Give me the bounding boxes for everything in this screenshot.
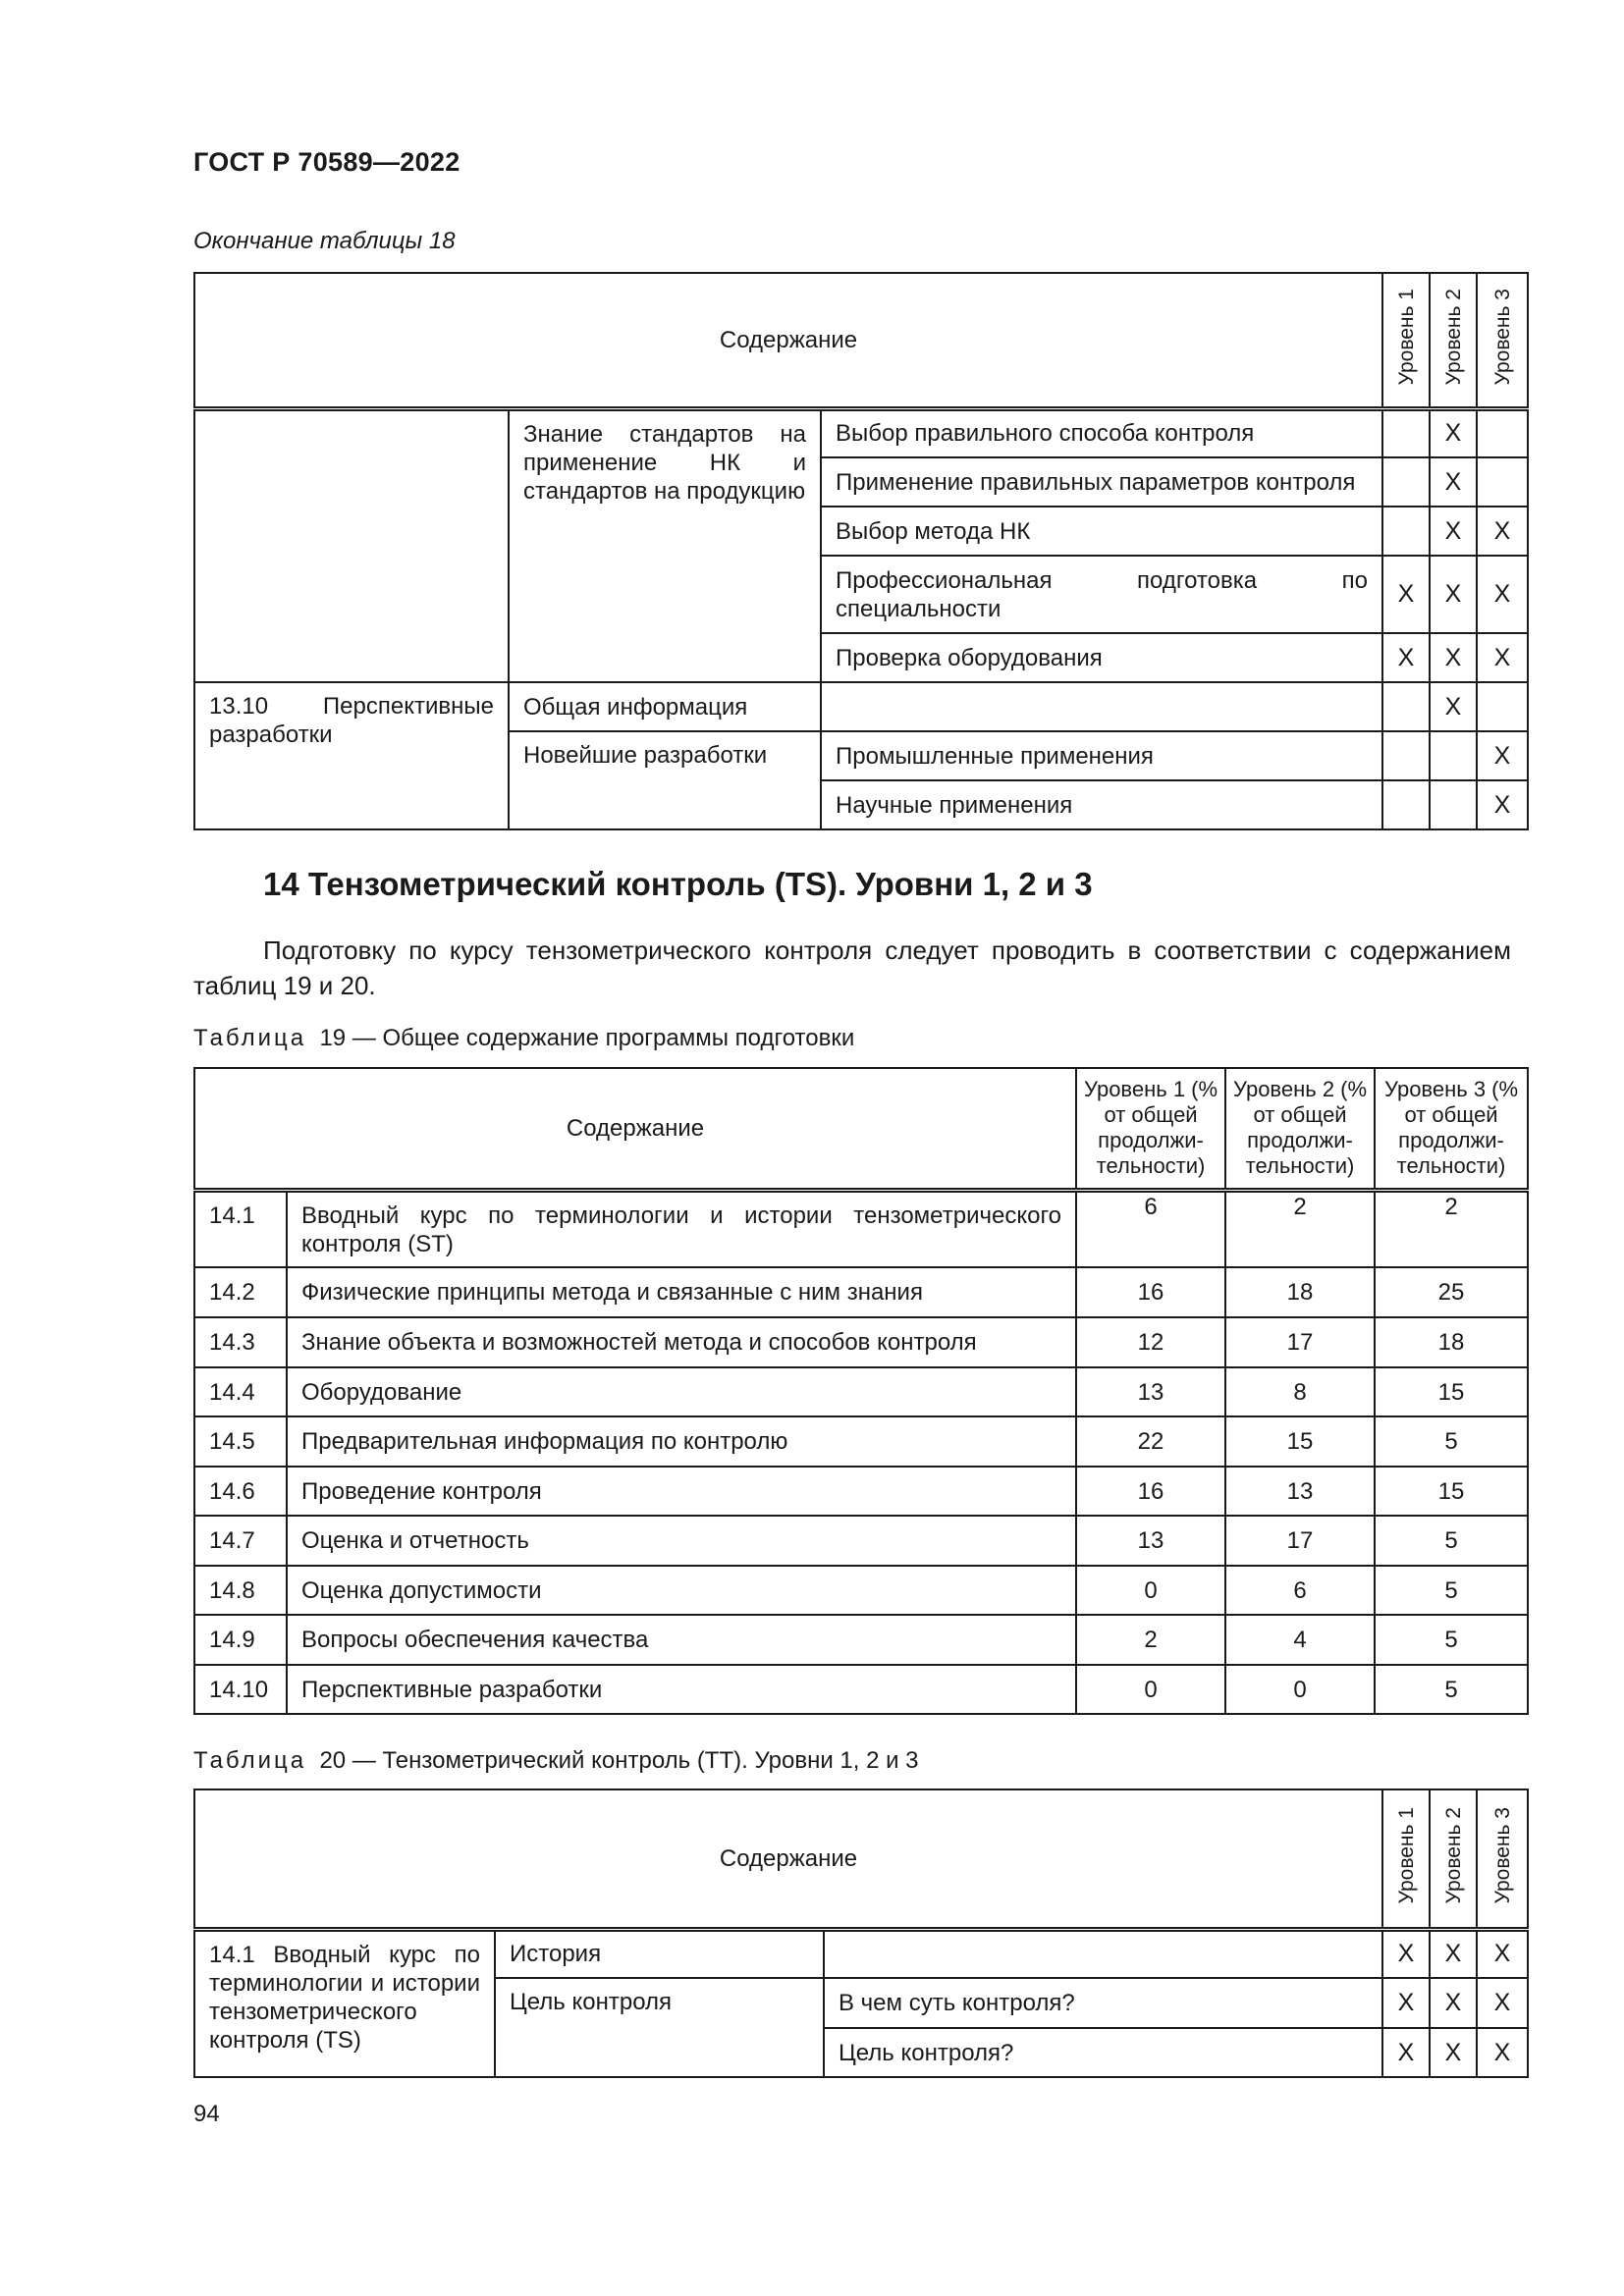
table20-subtopic-history: История [495,1929,824,1978]
table18-end [193,272,1529,830]
mark-cell: X [1477,731,1528,780]
mark-cell [1477,682,1528,731]
level2-value: 13 [1225,1467,1375,1516]
level3-value: 5 [1375,1566,1528,1615]
table18-continuation-caption: Окончание таблицы 18 [193,228,456,254]
mark-cell [1382,507,1430,556]
mark-cell: X [1477,2028,1528,2077]
mark-cell: X [1477,633,1528,682]
level1-value: 2 [1076,1615,1225,1665]
table18-item [821,682,1382,731]
mark-cell: X [1382,2028,1430,2077]
level1-value: 16 [1076,1467,1225,1516]
table18-topic-empty [194,408,509,682]
table19 [193,1067,1529,1715]
level3-value: 15 [1375,1367,1528,1416]
section-14-paragraph: Подготовку по курсу тензометрического контроля следует проводить в соответствии с содержанием таблиц 19 и 20. [193,935,1511,1000]
table18-item: Применение правильных параметров контроля [821,457,1382,507]
table20-topic-14-1: 14.1 Вводный курс по терминологии и истории тензометрического контроля (TS) [194,1929,495,2077]
mark-cell: X [1382,1929,1430,1978]
mark-cell [1382,457,1430,507]
mark-cell [1430,731,1477,780]
level2-value: 18 [1225,1267,1375,1317]
document-code: ГОСТ Р 70589—2022 [193,147,460,177]
table18-subtopic-standards: Знание стандартов на применение НК и стандартов на продукцию [509,408,821,682]
level1-value: 13 [1076,1516,1225,1566]
row-number: 14.6 [194,1467,287,1516]
level1-value: 22 [1076,1416,1225,1467]
row-number: 14.7 [194,1516,287,1566]
level1-value: 0 [1076,1566,1225,1615]
table18-header-content: Содержание [194,273,1382,408]
table19-header-level1: Уровень 1 (% от общей продолжительности) [1076,1068,1225,1190]
table-row [194,1317,1528,1367]
level1-value: 13 [1076,1367,1225,1416]
row-text: Знание объекта и возможностей метода и способов контроля [287,1317,1076,1367]
level2-value: 17 [1225,1516,1375,1566]
mark-cell: X [1430,633,1477,682]
table18-item: Выбор правильного способа контроля [821,408,1382,457]
mark-cell: X [1430,457,1477,507]
row-number: 14.5 [194,1416,287,1467]
row-text: Оборудование [287,1367,1076,1416]
table20-header-level1: Уровень 1 [1382,1789,1430,1929]
mark-cell: X [1430,1978,1477,2028]
row-text: Проведение контроля [287,1467,1076,1516]
mark-cell: X [1477,556,1528,633]
row-text: Предварительная информация по контролю [287,1416,1076,1467]
table18-item: Выбор метода НК [821,507,1382,556]
level2-value: 8 [1225,1367,1375,1416]
table20-item [824,1929,1382,1978]
table18-item: Научные применения [821,780,1382,829]
mark-cell: X [1430,682,1477,731]
level1-value: 16 [1076,1267,1225,1317]
table18-item: Проверка оборудования [821,633,1382,682]
mark-cell [1382,731,1430,780]
table20-header-level2: Уровень 2 [1430,1789,1477,1929]
table18-subtopic-newest: Новейшие разработки [509,731,821,829]
row-number: 14.3 [194,1317,287,1367]
mark-cell: X [1477,1929,1528,1978]
level2-value: 6 [1225,1566,1375,1615]
level3-value: 2 [1375,1190,1528,1267]
table-row [194,408,1528,457]
mark-cell [1382,682,1430,731]
table-row [194,1615,1528,1665]
table20-header-content: Содержание [194,1789,1382,1929]
mark-cell: X [1477,1978,1528,2028]
level2-value: 17 [1225,1317,1375,1367]
table18-item: Промышленные применения [821,731,1382,780]
mark-cell: X [1477,507,1528,556]
mark-cell: X [1430,2028,1477,2077]
row-number: 14.8 [194,1566,287,1615]
level2-value: 15 [1225,1416,1375,1467]
mark-cell [1430,780,1477,829]
table19-caption: Таблица 19 — Общее содержание программы подготовки [193,1025,855,1051]
mark-cell [1382,780,1430,829]
table20-header-level3: Уровень 3 [1477,1789,1528,1929]
table-row [194,1929,1528,1978]
table-row [194,1566,1528,1615]
row-number: 14.9 [194,1615,287,1665]
table20-subtopic-purpose: Цель контроля [495,1978,824,2077]
table18-header-level1: Уровень 1 [1382,273,1430,408]
table-row [194,1267,1528,1317]
table-row [194,1516,1528,1566]
mark-cell [1382,408,1430,457]
row-number: 14.4 [194,1367,287,1416]
table20 [193,1789,1529,2078]
level2-value: 4 [1225,1615,1375,1665]
table18-topic-13-10: 13.10 Перспективные разработки [194,682,509,829]
table-row [194,1190,1528,1267]
mark-cell: X [1430,556,1477,633]
level3-value: 5 [1375,1665,1528,1714]
section-14-title: 14 Тензометрический контроль (TS). Уровни 1, 2 и 3 [263,866,1093,902]
row-number: 14.2 [194,1267,287,1317]
level3-value: 5 [1375,1416,1528,1467]
table18-subtopic-general: Общая информация [509,682,821,731]
table-row [194,1416,1528,1467]
row-text: Физические принципы метода и связанные с ним знания [287,1267,1076,1317]
table18-header-level3: Уровень 3 [1477,273,1528,408]
level1-value: 12 [1076,1317,1225,1367]
mark-cell: X [1430,1929,1477,1978]
table-row [194,1367,1528,1416]
level3-value: 25 [1375,1267,1528,1317]
table-row [194,682,1528,731]
table19-header-level2: Уровень 2 (% от общей продолжительности) [1225,1068,1375,1190]
table-row [194,1467,1528,1516]
row-text: Оценка допустимости [287,1566,1076,1615]
table18-header-level2: Уровень 2 [1430,273,1477,408]
row-text: Вводный курс по терминологии и истории тензометрического контроля (ST) [287,1190,1076,1267]
table20-item: В чем суть контроля? [824,1978,1382,2028]
level3-value: 5 [1375,1615,1528,1665]
level3-value: 5 [1375,1516,1528,1566]
row-number: 14.10 [194,1665,287,1714]
mark-cell: X [1477,780,1528,829]
table19-header-level3: Уровень 3 (% от общей продолжительности) [1375,1068,1528,1190]
mark-cell: X [1382,556,1430,633]
table-row [194,1665,1528,1714]
table20-caption: Таблица 20 — Тензометрический контроль (TT). Уровни 1, 2 и 3 [193,1747,919,1774]
mark-cell [1477,457,1528,507]
row-text: Вопросы обеспечения качества [287,1615,1076,1665]
mark-cell [1477,408,1528,457]
level3-value: 18 [1375,1317,1528,1367]
table18-item: Профессиональная подготовка по специальности [821,556,1382,633]
page-number: 94 [193,2101,220,2127]
row-text: Перспективные разработки [287,1665,1076,1714]
mark-cell: X [1430,507,1477,556]
level3-value: 15 [1375,1467,1528,1516]
mark-cell: X [1430,408,1477,457]
table20-item: Цель контроля? [824,2028,1382,2077]
mark-cell: X [1382,633,1430,682]
mark-cell: X [1382,1978,1430,2028]
row-number: 14.1 [194,1190,287,1267]
level2-value: 2 [1225,1190,1375,1267]
level1-value: 0 [1076,1665,1225,1714]
row-text: Оценка и отчетность [287,1516,1076,1566]
table19-header-content: Содержание [194,1068,1076,1190]
level2-value: 0 [1225,1665,1375,1714]
level1-value: 6 [1076,1190,1225,1267]
